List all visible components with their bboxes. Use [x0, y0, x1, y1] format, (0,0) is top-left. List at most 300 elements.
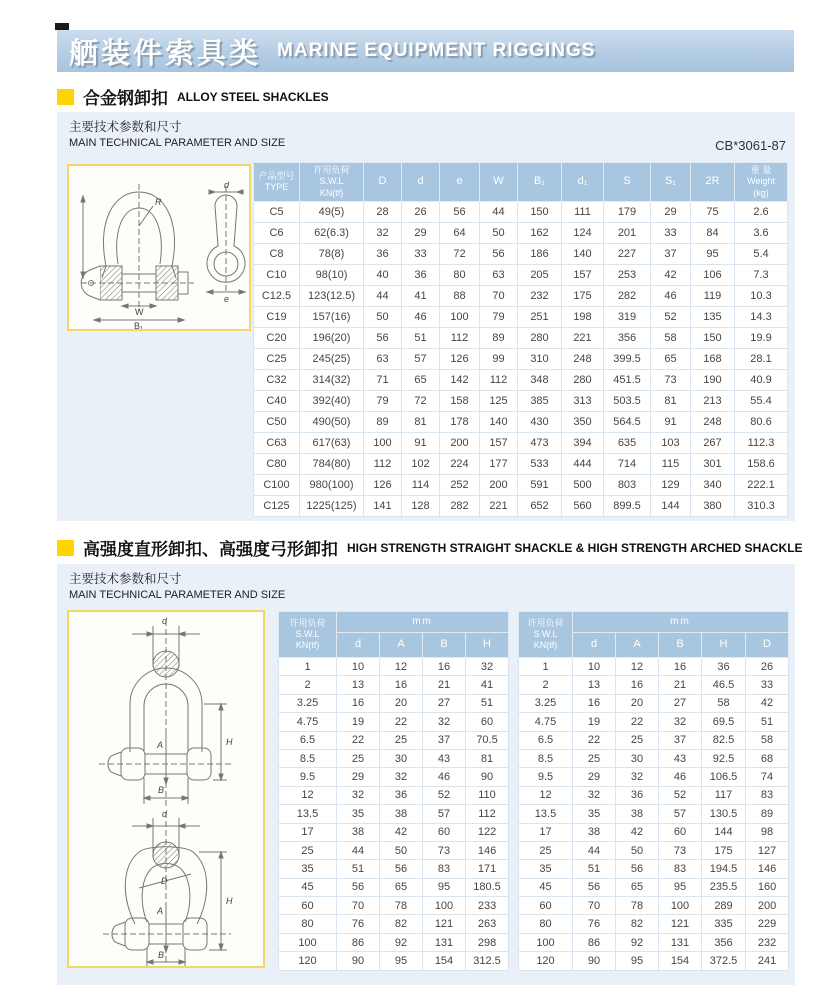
- dim-label-D: D: [161, 876, 168, 886]
- table-cell: C100: [254, 474, 300, 495]
- table-cell: 13: [337, 676, 380, 694]
- table-cell: 162: [518, 222, 562, 243]
- table-cell: 22: [380, 713, 423, 731]
- table-cell: 44: [480, 201, 518, 222]
- table-cell: C25: [254, 348, 300, 369]
- header-row: [519, 612, 789, 633]
- table-cell: 43: [659, 749, 702, 767]
- column-header: D: [364, 163, 402, 202]
- table-row: [254, 243, 788, 264]
- table-row: [254, 264, 788, 285]
- table-cell: 41: [402, 285, 440, 306]
- table-cell: 78: [616, 897, 659, 915]
- table-cell: 42: [616, 823, 659, 841]
- table-row: [254, 411, 788, 432]
- table-cell: 56: [337, 878, 380, 896]
- table-cell: 100: [519, 933, 573, 951]
- table-cell: 42: [746, 694, 789, 712]
- table-row: [254, 222, 788, 243]
- table-cell: 146: [466, 841, 509, 859]
- column-header: S₁: [651, 163, 691, 202]
- table-cell: 44: [573, 841, 616, 859]
- swl-column-header: 许用负荷 S.W.L KN(tf): [279, 612, 337, 658]
- table-cell: 180.5: [466, 878, 509, 896]
- table-cell: 73: [423, 841, 466, 859]
- table-cell: 95: [616, 952, 659, 970]
- table-cell: 10: [573, 658, 616, 676]
- table-cell: 111: [562, 201, 604, 222]
- table-cell: 16: [573, 694, 616, 712]
- table-cell: 227: [604, 243, 651, 264]
- table-cell: 280: [518, 327, 562, 348]
- section2-subtitle: [69, 571, 285, 603]
- table-cell: 16: [380, 676, 423, 694]
- table-cell: 3.25: [519, 694, 573, 712]
- table-row: [279, 952, 509, 970]
- table-cell: 88: [440, 285, 480, 306]
- table-cell: 252: [440, 474, 480, 495]
- table-row: [254, 453, 788, 474]
- table-cell: 451.5: [604, 369, 651, 390]
- column-header: d₁: [562, 163, 604, 202]
- table-cell: 158.6: [735, 453, 788, 474]
- table-cell: 51: [337, 860, 380, 878]
- table-cell: 45: [279, 878, 337, 896]
- table-cell: 2: [519, 676, 573, 694]
- table-cell: 503.5: [604, 390, 651, 411]
- table-cell: 157: [562, 264, 604, 285]
- table-row: [519, 713, 789, 731]
- table-cell: 4.75: [279, 713, 337, 731]
- table-cell: 43: [423, 749, 466, 767]
- table-row: [519, 676, 789, 694]
- table-cell: 80: [440, 264, 480, 285]
- table-cell: 122: [466, 823, 509, 841]
- table-row: [519, 933, 789, 951]
- table-cell: 63: [480, 264, 518, 285]
- banner-title-zh: 舾装件索具类: [69, 37, 262, 70]
- table-cell: 83: [746, 786, 789, 804]
- table-row: [279, 786, 509, 804]
- table-cell: 60: [279, 897, 337, 915]
- table-cell: 224: [440, 453, 480, 474]
- column-header: e: [440, 163, 480, 202]
- table-cell: 60: [423, 823, 466, 841]
- column-header: B: [659, 633, 702, 658]
- table-cell: 221: [562, 327, 604, 348]
- table-cell: 19: [573, 713, 616, 731]
- table-cell: 78(8): [300, 243, 364, 264]
- table-cell: 120: [519, 952, 573, 970]
- table-cell: 120: [279, 952, 337, 970]
- table-cell: 74: [746, 768, 789, 786]
- banner-title-en: MARINE EQUIPMENT RIGGINGS: [277, 40, 596, 61]
- table-cell: C5: [254, 201, 300, 222]
- table-cell: 114: [402, 474, 440, 495]
- table-cell: 310.3: [735, 495, 788, 516]
- table-cell: C10: [254, 264, 300, 285]
- table-cell: 131: [423, 933, 466, 951]
- table-cell: 141: [364, 495, 402, 516]
- table-row: [519, 786, 789, 804]
- table-cell: 22: [573, 731, 616, 749]
- dim-label-B: B: [158, 950, 165, 960]
- table-cell: 144: [651, 495, 691, 516]
- table-cell: 444: [562, 453, 604, 474]
- table-cell: 76: [337, 915, 380, 933]
- table-cell: 310: [518, 348, 562, 369]
- table-cell: 51: [746, 713, 789, 731]
- table-row: [279, 749, 509, 767]
- table-cell: 81: [651, 390, 691, 411]
- table-cell: 175: [562, 285, 604, 306]
- table-cell: 64: [440, 222, 480, 243]
- table-cell: 41: [466, 676, 509, 694]
- alloy-shackles-table: [253, 162, 788, 517]
- table-cell: C19: [254, 306, 300, 327]
- table-cell: 29: [402, 222, 440, 243]
- table-cell: 29: [337, 768, 380, 786]
- section2-title-zh: 高强度直形卸扣、高强度弓形卸扣: [83, 540, 338, 559]
- table-cell: 89: [746, 805, 789, 823]
- table-cell: 32: [364, 222, 402, 243]
- table-cell: 89: [480, 327, 518, 348]
- table-cell: 12: [519, 786, 573, 804]
- table-cell: 29: [651, 201, 691, 222]
- table-cell: 22: [616, 713, 659, 731]
- table-cell: 652: [518, 495, 562, 516]
- table-row: [279, 658, 509, 676]
- swl-column-header: 许用负荷 S.W.L KN(tf): [519, 612, 573, 658]
- table-cell: 25: [279, 841, 337, 859]
- table-cell: 46: [402, 306, 440, 327]
- table-cell: 68: [746, 749, 789, 767]
- table-cell: 26: [746, 658, 789, 676]
- table-cell: 392(40): [300, 390, 364, 411]
- dim-label-e: e: [224, 294, 230, 304]
- table-cell: 36: [380, 786, 423, 804]
- table-cell: 42: [651, 264, 691, 285]
- table-cell: C125: [254, 495, 300, 516]
- table-cell: 319: [604, 306, 651, 327]
- table-cell: 50: [364, 306, 402, 327]
- table-cell: 128: [402, 495, 440, 516]
- table-cell: 44: [337, 841, 380, 859]
- table-cell: 81: [402, 411, 440, 432]
- table-cell: 10.3: [735, 285, 788, 306]
- table-cell: 533: [518, 453, 562, 474]
- table-cell: 500: [562, 474, 604, 495]
- column-header: d: [402, 163, 440, 202]
- table-cell: 348: [518, 369, 562, 390]
- table-cell: 312.5: [466, 952, 509, 970]
- table-cell: 248: [691, 411, 735, 432]
- table-cell: 56: [480, 243, 518, 264]
- table-cell: 124: [562, 222, 604, 243]
- table-cell: 473: [518, 432, 562, 453]
- page-banner: [57, 30, 794, 72]
- table-cell: 84: [691, 222, 735, 243]
- table-cell: 560: [562, 495, 604, 516]
- dim-label-H: H: [226, 737, 233, 747]
- subtitle-en: MAIN TECHNICAL PARAMETER AND SIZE: [69, 136, 286, 149]
- table-cell: 99: [480, 348, 518, 369]
- table-cell: 154: [659, 952, 702, 970]
- table-cell: 52: [423, 786, 466, 804]
- table-cell: 17: [279, 823, 337, 841]
- dim-label-d: d: [224, 180, 230, 190]
- table-row: [279, 694, 509, 712]
- table-cell: 95: [423, 878, 466, 896]
- table-cell: 106.5: [702, 768, 746, 786]
- table-cell: 280: [562, 369, 604, 390]
- table-cell: 95: [659, 878, 702, 896]
- section2-panel: [57, 564, 795, 985]
- column-header: A: [380, 633, 423, 658]
- straight-shackle-table: [278, 611, 509, 971]
- table-cell: 154: [423, 952, 466, 970]
- table-cell: 313: [562, 390, 604, 411]
- table-cell: 35: [279, 860, 337, 878]
- table-cell: 25: [519, 841, 573, 859]
- table-cell: 30: [616, 749, 659, 767]
- table-cell: 103: [651, 432, 691, 453]
- table-cell: 51: [573, 860, 616, 878]
- table-cell: 201: [604, 222, 651, 243]
- table-cell: 350: [562, 411, 604, 432]
- table-cell: 32: [423, 713, 466, 731]
- table-cell: 57: [423, 805, 466, 823]
- column-header: 2R: [691, 163, 735, 202]
- section1-heading: [57, 84, 329, 109]
- table-cell: 289: [702, 897, 746, 915]
- table-cell: 80: [279, 915, 337, 933]
- table-cell: 69.5: [702, 713, 746, 731]
- mm-group-header: mm: [337, 612, 509, 633]
- table-cell: 186: [518, 243, 562, 264]
- table-cell: 4.75: [519, 713, 573, 731]
- table-cell: 335: [702, 915, 746, 933]
- table-cell: 12: [616, 658, 659, 676]
- table-row: [279, 860, 509, 878]
- table-cell: 123(12.5): [300, 285, 364, 306]
- column-header: B: [423, 633, 466, 658]
- table-cell: 194.5: [702, 860, 746, 878]
- table-cell: 32: [337, 786, 380, 804]
- table-cell: 28: [364, 201, 402, 222]
- table-cell: 73: [659, 841, 702, 859]
- table-cell: 21: [659, 676, 702, 694]
- table-cell: 8.5: [519, 749, 573, 767]
- table-cell: 177: [480, 453, 518, 474]
- table-cell: 714: [604, 453, 651, 474]
- table-cell: 79: [480, 306, 518, 327]
- table-cell: 27: [659, 694, 702, 712]
- table-cell: 222.1: [735, 474, 788, 495]
- table-cell: 179: [604, 201, 651, 222]
- table-row: [519, 915, 789, 933]
- table-cell: 37: [659, 731, 702, 749]
- table-cell: 37: [423, 731, 466, 749]
- table-cell: 56: [616, 860, 659, 878]
- table-cell: 76: [573, 915, 616, 933]
- section1-title-zh: 合金钢卸扣: [83, 89, 168, 108]
- table-row: [519, 841, 789, 859]
- table-cell: 70: [573, 897, 616, 915]
- table-cell: 36: [702, 658, 746, 676]
- table-cell: 6.5: [279, 731, 337, 749]
- table-cell: 19.9: [735, 327, 788, 348]
- table-cell: 65: [651, 348, 691, 369]
- table-cell: 65: [616, 878, 659, 896]
- table-cell: 28.1: [735, 348, 788, 369]
- table-cell: 13: [573, 676, 616, 694]
- table-cell: 58: [746, 731, 789, 749]
- table-cell: 385: [518, 390, 562, 411]
- table-cell: 16: [659, 658, 702, 676]
- table-cell: 27: [423, 694, 466, 712]
- table-row: [254, 348, 788, 369]
- table-cell: 50: [616, 841, 659, 859]
- table-cell: 168: [691, 348, 735, 369]
- table-cell: 38: [337, 823, 380, 841]
- table-cell: 90: [337, 952, 380, 970]
- dim-label-A: A: [157, 740, 164, 750]
- table-cell: 115: [651, 453, 691, 474]
- table-cell: 90: [573, 952, 616, 970]
- table-cell: 60: [659, 823, 702, 841]
- table-cell: 56: [380, 860, 423, 878]
- table-cell: 263: [466, 915, 509, 933]
- page-corner-mark: [55, 23, 69, 30]
- table-cell: 70: [480, 285, 518, 306]
- table-row: [254, 306, 788, 327]
- table-cell: 86: [337, 933, 380, 951]
- column-header: W: [480, 163, 518, 202]
- table-row: [279, 676, 509, 694]
- table-cell: C80: [254, 453, 300, 474]
- table-cell: 91: [651, 411, 691, 432]
- table-cell: 100: [423, 897, 466, 915]
- table-cell: 127: [746, 841, 789, 859]
- table-cell: C8: [254, 243, 300, 264]
- table-cell: 52: [651, 306, 691, 327]
- table-cell: 86: [573, 933, 616, 951]
- table-cell: C6: [254, 222, 300, 243]
- table-cell: 51: [402, 327, 440, 348]
- straight-and-arched-shackle-drawing-icon: [69, 612, 263, 966]
- table-cell: 8.5: [279, 749, 337, 767]
- table-cell: 17: [519, 823, 573, 841]
- dim-label-A: A: [157, 906, 164, 916]
- table-cell: 50: [380, 841, 423, 859]
- table-row: [279, 915, 509, 933]
- table-cell: 340: [691, 474, 735, 495]
- table-cell: 213: [691, 390, 735, 411]
- table-cell: 200: [746, 897, 789, 915]
- table-cell: 119: [691, 285, 735, 306]
- table-cell: 112: [480, 369, 518, 390]
- table-cell: 36: [616, 786, 659, 804]
- table-cell: 233: [466, 897, 509, 915]
- table-cell: 144: [702, 823, 746, 841]
- table-cell: 33: [746, 676, 789, 694]
- table-row: [254, 474, 788, 495]
- section2-heading: [57, 535, 803, 560]
- dim-label-R: R: [155, 197, 162, 207]
- shackle-diagrams: [67, 610, 265, 968]
- table-cell: 198: [562, 306, 604, 327]
- table-cell: 95: [380, 952, 423, 970]
- table-cell: 102: [402, 453, 440, 474]
- table-cell: 190: [691, 369, 735, 390]
- table-cell: 13.5: [519, 805, 573, 823]
- table-cell: 6.5: [519, 731, 573, 749]
- table-cell: 146: [746, 860, 789, 878]
- table-cell: 112: [440, 327, 480, 348]
- table-cell: 82: [616, 915, 659, 933]
- table-cell: 157(16): [300, 306, 364, 327]
- table-cell: 356: [702, 933, 746, 951]
- header-row: [279, 612, 509, 633]
- table-cell: 142: [440, 369, 480, 390]
- table-cell: C20: [254, 327, 300, 348]
- table-cell: 36: [364, 243, 402, 264]
- table-cell: 20: [616, 694, 659, 712]
- table-cell: 83: [423, 860, 466, 878]
- table-cell: C40: [254, 390, 300, 411]
- table-cell: 32: [466, 658, 509, 676]
- column-header: S: [604, 163, 651, 202]
- table-cell: 82.5: [702, 731, 746, 749]
- table-cell: 98(10): [300, 264, 364, 285]
- table-cell: 50: [480, 222, 518, 243]
- table-cell: 32: [573, 786, 616, 804]
- table-cell: 73: [651, 369, 691, 390]
- table-row: [519, 860, 789, 878]
- table-cell: 100: [364, 432, 402, 453]
- table-cell: 46: [659, 768, 702, 786]
- table-cell: 40: [364, 264, 402, 285]
- table-row: [519, 897, 789, 915]
- table-cell: 32: [380, 768, 423, 786]
- table-row: [519, 768, 789, 786]
- table-row: [519, 823, 789, 841]
- table-cell: 58: [651, 327, 691, 348]
- table-cell: 16: [423, 658, 466, 676]
- alloy-shackle-diagram: [67, 164, 251, 331]
- table-cell: C12.5: [254, 285, 300, 306]
- table-cell: 372.5: [702, 952, 746, 970]
- table-cell: 112: [466, 805, 509, 823]
- table-row: [519, 658, 789, 676]
- section1-panel: [57, 112, 795, 521]
- table-cell: 70.5: [466, 731, 509, 749]
- table-row: [519, 805, 789, 823]
- table-cell: 196(20): [300, 327, 364, 348]
- table-row: [279, 768, 509, 786]
- table-cell: 79: [364, 390, 402, 411]
- table-cell: 52: [659, 786, 702, 804]
- table-cell: 178: [440, 411, 480, 432]
- table-cell: 80.6: [735, 411, 788, 432]
- table-cell: 314(32): [300, 369, 364, 390]
- table-cell: 1: [519, 658, 573, 676]
- table-cell: 19: [337, 713, 380, 731]
- table-cell: 380: [691, 495, 735, 516]
- table-cell: 78: [380, 897, 423, 915]
- table-row: [279, 805, 509, 823]
